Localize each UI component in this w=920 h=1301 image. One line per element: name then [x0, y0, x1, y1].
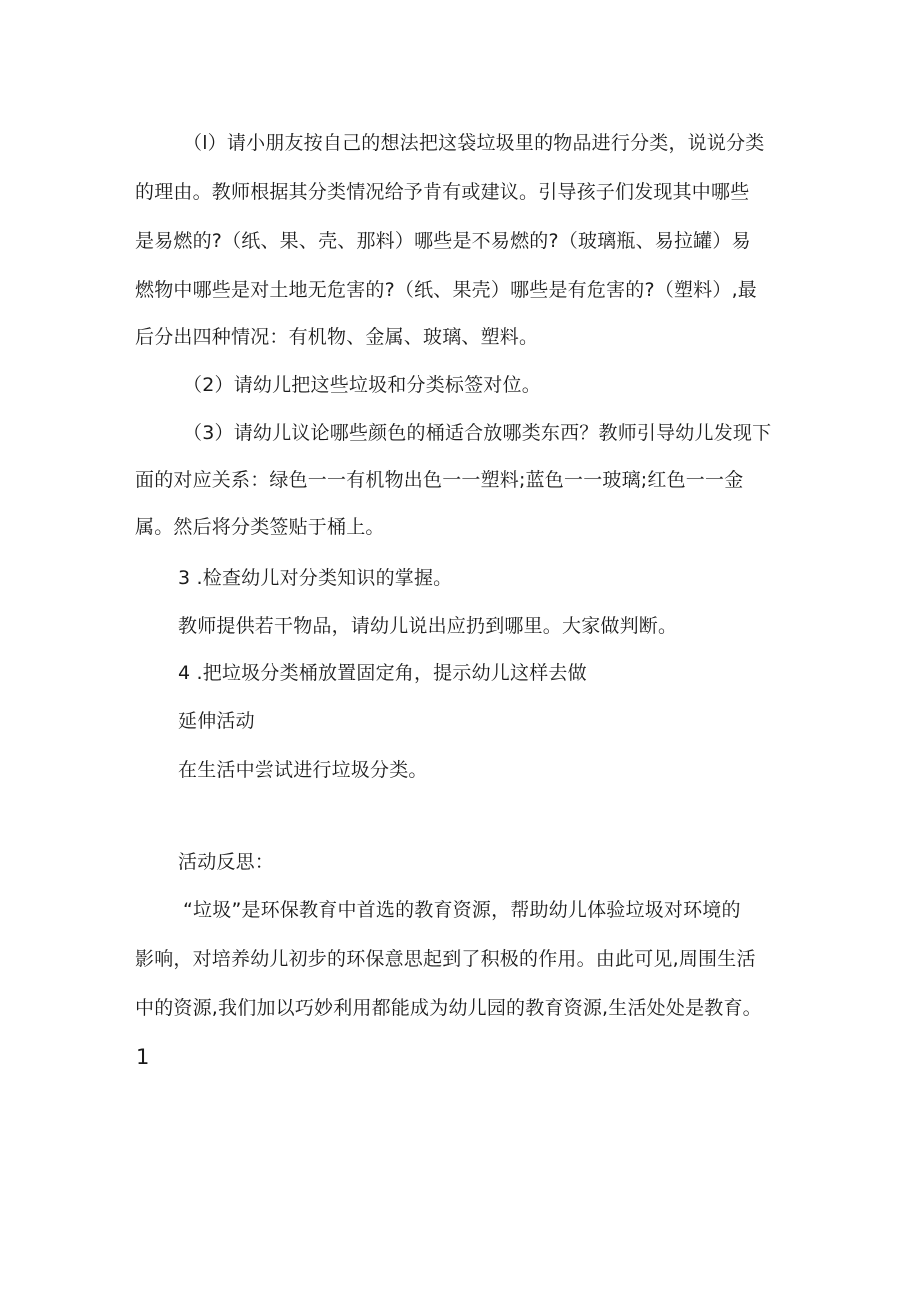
para-bucket-colors-line-3: 属。然后将分类签贴于桶上。: [135, 516, 385, 538]
reflection-line-2: 影响，对培养幼儿初步的环保意思起到了积极的作用。由此可见,周围生活: [135, 948, 756, 970]
step-4: 4 .把垃圾分类桶放置固定角，提示幼儿这样去做: [178, 662, 587, 684]
para-classify-line-4: 燃物中哪些是对土地无危害的?（纸、果壳）哪些是有危害的?（塑料）,最: [135, 279, 758, 301]
step-3-detail: 教师提供若干物品，请幼儿说出应扔到哪里。大家做判断。: [178, 615, 678, 637]
para-classify-line-3: 是易燃的?（纸、果、壳、那料）哪些是不易燃的?（玻璃瓶、易拉罐）易: [135, 230, 751, 252]
para-classify-line-1: （l）请小朋友按自己的想法把这袋垃圾里的物品进行分类，说说分类: [183, 132, 765, 154]
reflection-line-1: “垃圾”是环保教育中首选的教育资源，帮助幼儿体验垃圾对环境的: [183, 899, 741, 921]
extension-text: 在生活中尝试进行垃圾分类。: [178, 759, 428, 781]
para-bucket-colors-line-1: （3）请幼儿议论哪些颜色的桶适合放哪类东西？教师引导幼儿发现下: [183, 422, 772, 444]
reflection-heading: 活动反思：: [178, 851, 275, 873]
para-classify-line-2: 的理由。教师根据其分类情况给予肯有或建议。引导孩子们发现其中哪些: [135, 181, 750, 203]
step-3: 3 .检查幼儿对分类知识的掌握。: [178, 567, 453, 589]
para-classify-line-5: 后分出四种情况：有机物、金属、玻璃、塑料。: [135, 326, 539, 348]
extension-heading: 延伸活动: [178, 710, 255, 732]
para-bucket-colors-line-2: 面的对应关系：绿色一一有机物出色一一塑料;蓝色一一玻璃;红色一一金: [135, 469, 744, 491]
page-number: 1: [136, 1045, 150, 1069]
reflection-line-3: 中的资源,我们加以巧妙利用都能成为幼儿园的教育资源,生活处处是教育。: [135, 997, 762, 1019]
para-match-labels-line-1: （2）请幼儿把这些垃圾和分类标签对位。: [183, 374, 541, 396]
